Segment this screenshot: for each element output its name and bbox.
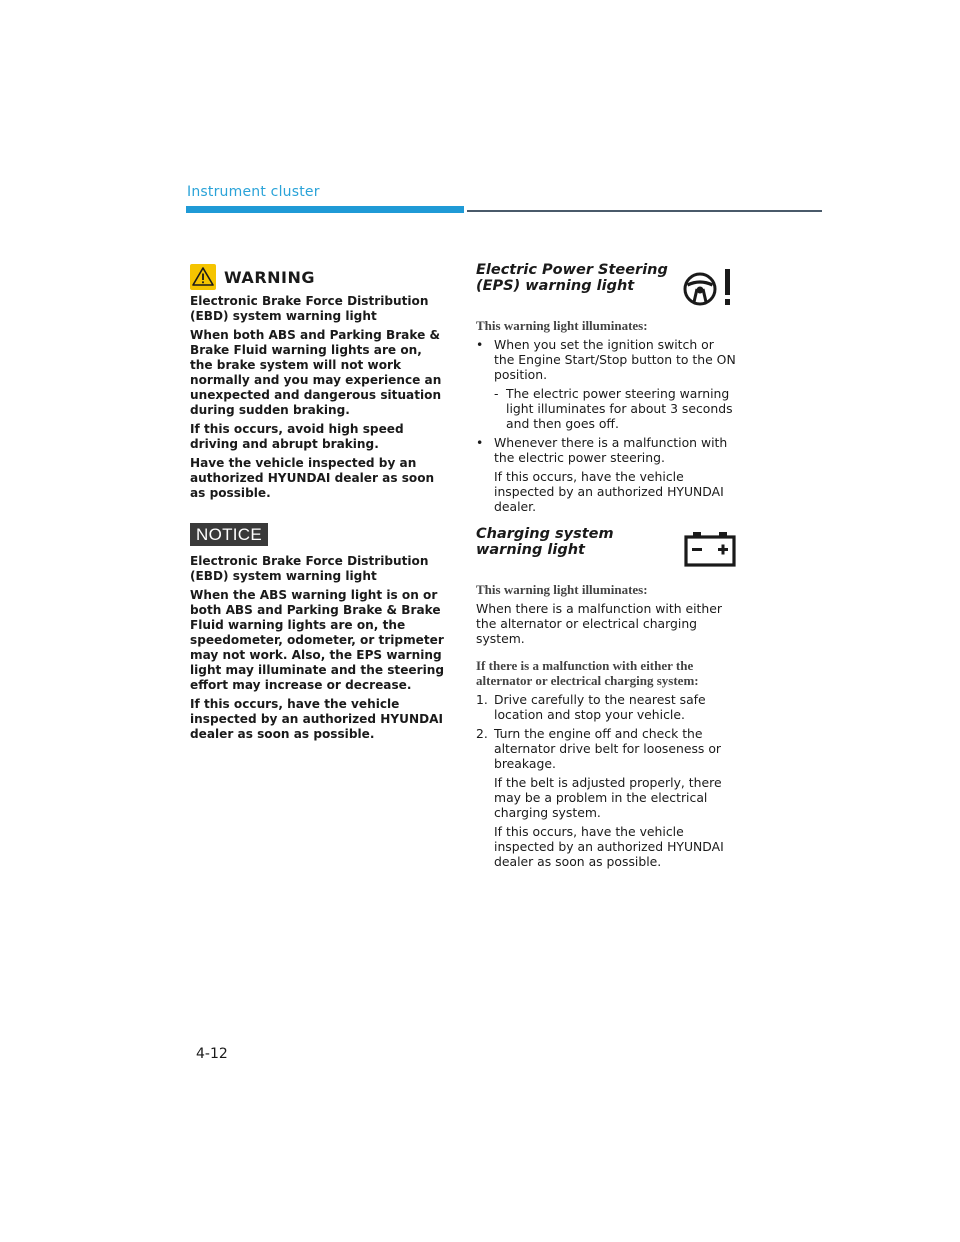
list-item xyxy=(476,692,736,722)
eps-title: Electric Power Steering (EPS) warning light xyxy=(476,262,668,294)
charging-step-text: Drive carefully to the nearest safe location and stop your vehicle. xyxy=(494,692,706,722)
bullet-marker: • xyxy=(476,337,484,352)
charging-subhead-2: If there is a malfunction with either the alternator or electrical charging system: xyxy=(476,658,699,688)
step-number: 1. xyxy=(476,692,488,707)
charging-body: When there is a malfunction with either the alternator or electrical charging system. xyxy=(476,601,722,646)
warning-paragraph: Have the vehicle inspected by an authorized HYUNDAI dealer as soon as possible. xyxy=(190,456,435,500)
list-item xyxy=(476,337,736,382)
header-accent-bar xyxy=(186,206,464,213)
charging-step-text: Turn the engine off and check the alternator drive belt for looseness or breakage. xyxy=(494,726,721,771)
bullet-marker: • xyxy=(476,435,484,450)
charging-section-heading xyxy=(476,526,736,576)
warning-heading xyxy=(190,262,446,292)
charging-note: If this occurs, have the vehicle inspected by an authorized HYUNDAI dealer as soon as possible. xyxy=(494,824,724,869)
warning-paragraph: Electronic Brake Force Distribution (EBD) system warning light xyxy=(190,294,429,323)
left-column xyxy=(190,262,446,746)
warning-triangle-icon xyxy=(190,264,216,290)
warning-label: WARNING xyxy=(224,267,315,287)
right-column xyxy=(476,262,736,873)
header-rule xyxy=(467,210,822,212)
list-item xyxy=(476,435,736,465)
step-number: 2. xyxy=(476,726,488,741)
eps-sub-bullet-text: The electric power steering warning light illuminates for about 3 seconds and then goes off. xyxy=(506,386,733,431)
charging-note: If the belt is adjusted properly, there may be a problem in the electrical charging system. xyxy=(494,775,722,820)
charging-subhead: This warning light illuminates: xyxy=(476,582,648,597)
list-item xyxy=(476,386,736,431)
section-header-title: Instrument cluster xyxy=(187,184,320,200)
eps-bullet-text: Whenever there is a malfunction with the electric power steering. xyxy=(494,435,728,465)
notice-paragraph: If this occurs, have the vehicle inspected by an authorized HYUNDAI dealer as soon as possible. xyxy=(190,697,443,741)
eps-note: If this occurs, have the vehicle inspected by an authorized HYUNDAI dealer. xyxy=(494,469,724,514)
battery-icon xyxy=(684,530,736,568)
eps-bullet-text: When you set the ignition switch or the Engine Start/Stop button to the ON position. xyxy=(494,337,736,382)
steering-wheel-exclamation-icon xyxy=(680,266,736,308)
page-number: 4-12 xyxy=(196,1046,228,1062)
dash-marker: - xyxy=(494,386,499,401)
eps-subhead: This warning light illuminates: xyxy=(476,318,648,333)
charging-title: Charging system warning light xyxy=(476,526,614,558)
list-item xyxy=(476,726,736,771)
eps-section-heading xyxy=(476,262,736,312)
warning-paragraph: If this occurs, avoid high speed driving and abrupt braking. xyxy=(190,422,404,451)
warning-paragraph: When both ABS and Parking Brake & Brake Fluid warning lights are on, the brake system will not work normally and you may experience an unexpected and dangerous situation during sudden braking. xyxy=(190,328,442,417)
notice-paragraph: When the ABS warning light is on or both ABS and Parking Brake & Brake Fluid warning lights are on, the speedometer, odometer, or tripmeter may not work. Also, the EPS warning light may illuminate and the steering effort may increase or decrease. xyxy=(190,588,444,692)
notice-badge: NOTICE xyxy=(190,523,268,546)
notice-paragraph: Electronic Brake Force Distribution (EBD) system warning light xyxy=(190,554,429,583)
